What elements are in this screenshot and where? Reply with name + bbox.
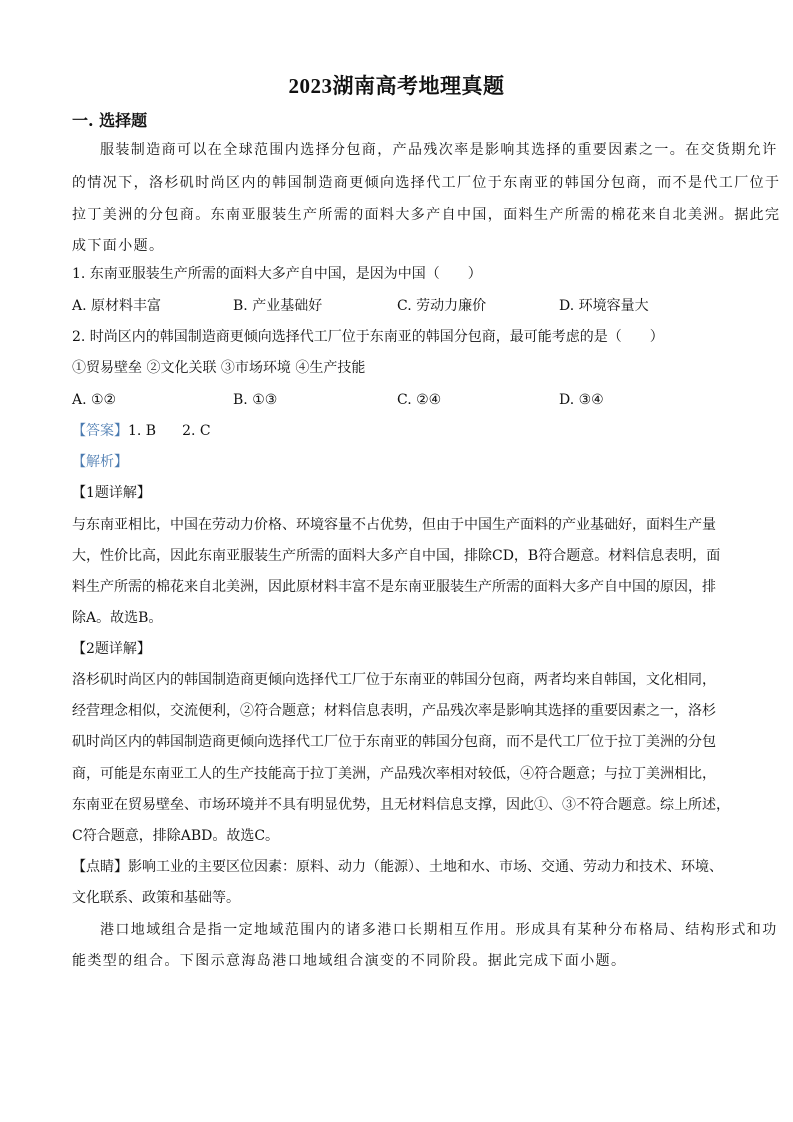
- passage1-line: 拉丁美洲的分包商。东南亚服装生产所需的面料大多产自中国，面料生产所需的棉花来自北美洲。据此完: [72, 207, 781, 223]
- detail1-label: 【1题详解】: [72, 485, 151, 501]
- q2-option-d[interactable]: D. ③④: [559, 392, 604, 408]
- passage2-line: 港口地域组合是指一定地域范围内的诸多港口长期相互作用。形成具有某种分布格局、结构形式和功: [100, 922, 778, 938]
- question-2-items: ①贸易壁垒 ②文化关联 ③市场环境 ④生产技能: [72, 360, 366, 376]
- passage1-line: 服装制造商可以在全球范围内选择分包商，产品残次率是影响其选择的重要因素之一。在交货期允许: [100, 142, 778, 158]
- detail2-line: C符合题意，排除ABD。故选C。: [72, 828, 280, 844]
- q1-option-a[interactable]: A. 原材料丰富: [72, 298, 162, 314]
- q2-option-a[interactable]: A. ①②: [72, 392, 117, 408]
- detail2-line: 矶时尚区内的韩国制造商更倾向选择代工厂位于东南亚的韩国分包商，而不是代工厂位于拉丁美洲的分包: [72, 734, 716, 750]
- answer-1: 1. B: [128, 423, 157, 439]
- detail2-line: 商，可能是东南亚工人的生产技能高于拉丁美洲，产品残次率相对较低，④符合题意；与拉丁美洲相比，: [72, 766, 716, 782]
- page-title: 2023湖南高考地理真题: [288, 74, 505, 98]
- passage1-line: 成下面小题。: [72, 238, 165, 254]
- q2-option-c[interactable]: C. ②④: [397, 392, 442, 408]
- detail2-label: 【2题详解】: [72, 641, 151, 657]
- answer-line: [72, 421, 722, 441]
- detail1-line: 除A。故选B。: [72, 610, 163, 626]
- question-2-stem: 2. 时尚区内的韩国制造商更倾向选择代工厂位于东南亚的韩国分包商，最可能考虑的是（ ）: [72, 329, 664, 345]
- tip-line: 【点睛】影响工业的主要区位因素：原料、动力（能源）、土地和水、市场、交通、劳动力和技术、环境、: [72, 859, 723, 875]
- passage2-line: 能类型的组合。下图示意海岛港口地域组合演变的不同阶段。据此完成下面小题。: [72, 953, 627, 969]
- passage1-line: 的情况下，洛杉矶时尚区内的韩国制造商更倾向选择代工厂位于东南亚的韩国分包商，而不是代工厂位于: [72, 175, 781, 191]
- detail2-line: 洛杉矶时尚区内的韩国制造商更倾向选择代工厂位于东南亚的韩国分包商，两者均来自韩国，文化相同，: [72, 672, 716, 688]
- q2-option-b[interactable]: B. ①③: [233, 392, 278, 408]
- q1-option-b[interactable]: B. 产业基础好: [233, 298, 323, 314]
- detail1-line: 料生产所需的棉花来自北美洲，因此原材料丰富不是东南亚服装生产所需的面料大多产自中国的原因，排: [72, 579, 716, 595]
- detail2-line: 东南亚在贸易壁垒、市场环境并不具有明显优势，且无材料信息支撑，因此①、③不符合题意。综上所述，: [72, 797, 730, 813]
- answer-label: 【答案】: [72, 423, 128, 439]
- analysis-label: 【解析】: [72, 454, 128, 470]
- detail2-line: 经营理念相似，交流便利，②符合题意；材料信息表明，产品残次率是影响其选择的重要因素之一，洛杉: [72, 703, 716, 719]
- detail1-line: 与东南亚相比，中国在劳动力价格、环境容量不占优势，但由于中国生产面料的产业基础好，面料生产量: [72, 517, 716, 533]
- answer-2: 2. C: [182, 423, 211, 439]
- tip-line: 文化联系、政策和基础等。: [72, 890, 240, 906]
- q1-option-d[interactable]: D. 环境容量大: [559, 298, 649, 314]
- q1-option-c[interactable]: C. 劳动力廉价: [397, 298, 487, 314]
- detail1-line: 大，性价比高，因此东南亚服装生产所需的面料大多产自中国，排除CD，B符合题意。材料信息表明，面: [72, 548, 721, 564]
- question-1-stem: 1. 东南亚服装生产所需的面料大多产自中国，是因为中国（ ）: [72, 266, 482, 282]
- section-heading: 一. 选择题: [72, 111, 148, 130]
